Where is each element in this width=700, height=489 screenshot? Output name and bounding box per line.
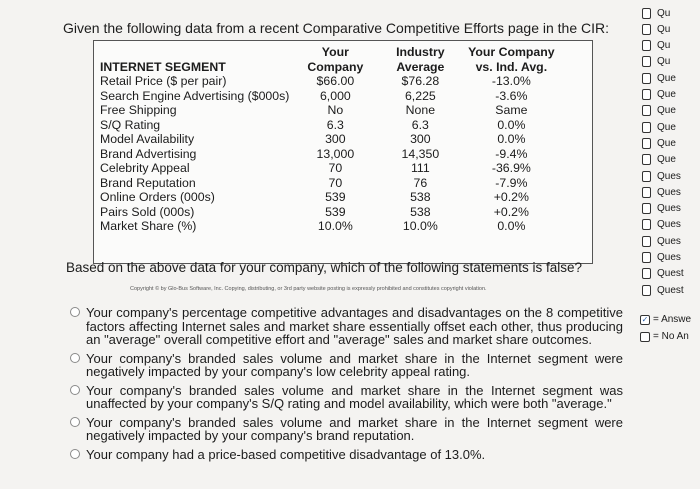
table-row bbox=[100, 205, 563, 220]
vs-ind-avg-value: +0.2% bbox=[493, 204, 529, 219]
unanswered-box-icon bbox=[642, 73, 651, 84]
question-nav-item[interactable] bbox=[642, 184, 681, 200]
question-prompt: Given the following data from a recent Comparative Competitive Efforts page in the CIR: bbox=[63, 20, 610, 36]
industry-average-value: 538 bbox=[410, 204, 431, 219]
question-nav-label: Ques bbox=[657, 235, 681, 247]
table-row bbox=[100, 132, 563, 147]
question-nav-item[interactable] bbox=[642, 266, 684, 282]
industry-average-value: 6,225 bbox=[404, 88, 436, 103]
checked-box-icon: ✓ bbox=[641, 314, 649, 324]
unanswered-box-icon bbox=[642, 89, 651, 100]
table-header-row bbox=[100, 45, 563, 74]
vs-ind-avg-value: -36.9% bbox=[491, 161, 531, 175]
unanswered-box-icon bbox=[642, 40, 651, 51]
legend-no-answer bbox=[640, 331, 689, 342]
question-nav-item[interactable] bbox=[642, 21, 670, 37]
answer-option-text: Your company's percentage competitive advantages and disadvantages on the 8 competitive factors affecting Internet sales and market share essentially offset each other, thus producing an "average" overall competitive effort and "average" sales and market share outcomes. bbox=[86, 305, 623, 347]
question-nav-item[interactable] bbox=[642, 70, 676, 86]
your-company-value: No bbox=[327, 103, 344, 117]
answer-option-2[interactable] bbox=[68, 352, 623, 379]
question-nav-label: Qu bbox=[657, 56, 671, 68]
answer-options bbox=[68, 306, 623, 466]
question-nav-label: Qu bbox=[657, 23, 671, 35]
row-label: Brand Reputation bbox=[100, 175, 196, 190]
question-nav-item[interactable] bbox=[642, 103, 676, 119]
question-nav-label: Qu bbox=[657, 40, 671, 52]
answer-option-3[interactable] bbox=[68, 384, 623, 411]
question-nav-item[interactable] bbox=[642, 38, 670, 54]
legend-label: = No An bbox=[653, 331, 689, 342]
table-row bbox=[100, 147, 563, 162]
question-nav-label: Ques bbox=[657, 252, 681, 263]
table-row bbox=[100, 219, 563, 234]
industry-average-value: 111 bbox=[411, 161, 430, 175]
row-label: Free Shipping bbox=[100, 103, 177, 117]
unanswered-box-icon bbox=[642, 171, 651, 182]
unanswered-box-icon bbox=[642, 154, 651, 165]
answer-option-4[interactable] bbox=[68, 416, 623, 443]
question-nav-item[interactable] bbox=[642, 250, 681, 266]
row-label: Market Share (%) bbox=[100, 219, 197, 233]
question-nav-label: Quest bbox=[657, 284, 684, 296]
your-company-value: 6.3 bbox=[326, 117, 344, 132]
question-nav-item[interactable] bbox=[642, 168, 681, 184]
question-nav-item[interactable] bbox=[642, 217, 681, 233]
answer-option-5[interactable] bbox=[68, 448, 623, 462]
question-nav-item[interactable] bbox=[642, 282, 684, 298]
empty-box-icon bbox=[640, 332, 650, 342]
your-company-value: 70 bbox=[328, 175, 343, 190]
vs-ind-avg-value: 0.0% bbox=[497, 132, 526, 146]
row-label: Search Engine Advertising ($000s) bbox=[100, 88, 290, 103]
industry-average-value: 10.0% bbox=[402, 219, 438, 233]
industry-average-value: 538 bbox=[410, 190, 431, 204]
copyright-notice: Copyright © by Glo-Bus Software, Inc. Copying, distributing, or 3rd party website posting is expressly prohibited and constitutes copyright violation. bbox=[130, 286, 487, 292]
unanswered-box-icon bbox=[642, 187, 651, 198]
your-company-value: 13,000 bbox=[316, 146, 355, 161]
question-nav-item[interactable] bbox=[642, 135, 676, 151]
table-row bbox=[100, 89, 563, 104]
unanswered-box-icon bbox=[642, 203, 651, 214]
unanswered-box-icon bbox=[642, 219, 651, 230]
question-navigator bbox=[630, 0, 700, 489]
your-company-value: 6,000 bbox=[319, 88, 351, 103]
answer-option-text: Your company had a price-based competitive disadvantage of 13.0%. bbox=[86, 446, 486, 462]
question-nav-label: Ques bbox=[657, 219, 681, 231]
row-label: Brand Advertising bbox=[100, 146, 197, 161]
unanswered-box-icon bbox=[642, 122, 651, 133]
industry-average-value: 300 bbox=[410, 132, 431, 146]
industry-average-value: 6.3 bbox=[411, 117, 429, 132]
question-nav-item[interactable] bbox=[642, 54, 670, 70]
unanswered-box-icon bbox=[642, 236, 651, 247]
your-company-value: 539 bbox=[325, 204, 346, 219]
table-row bbox=[100, 190, 563, 205]
vs-ind-avg-value: 0.0% bbox=[497, 117, 526, 132]
legend-label: = Answe bbox=[653, 314, 692, 325]
radio-button[interactable] bbox=[70, 417, 80, 427]
row-label: Celebrity Appeal bbox=[100, 161, 190, 175]
industry-average-value: 14,350 bbox=[401, 146, 440, 161]
vs-ind-avg-value: +0.2% bbox=[493, 190, 529, 204]
question-nav-label: Que bbox=[657, 137, 676, 149]
vs-ind-avg-value: -13.0% bbox=[491, 74, 531, 88]
unanswered-box-icon bbox=[642, 56, 651, 67]
question-nav-label: Quest bbox=[657, 268, 684, 280]
vs-ind-avg-value: -3.6% bbox=[495, 88, 528, 103]
question-nav-label: Que bbox=[657, 154, 676, 166]
question-nav-item[interactable] bbox=[642, 152, 676, 168]
industry-average-value: None bbox=[405, 103, 436, 117]
cir-data-table bbox=[100, 45, 563, 234]
table-row bbox=[100, 176, 563, 191]
row-label: S/Q Rating bbox=[100, 117, 161, 132]
header-your-company: Your Company bbox=[307, 45, 364, 74]
radio-button[interactable] bbox=[70, 307, 80, 317]
answer-option-text: Your company's branded sales volume and market share in the Internet segment were negatively impacted by your company's brand reputation. bbox=[86, 414, 623, 443]
question-nav-label: Ques bbox=[657, 203, 681, 215]
cir-data-table-box bbox=[93, 40, 593, 264]
sub-prompt: Based on the above data for your company, which of the following statements is false? bbox=[66, 260, 583, 275]
unanswered-box-icon bbox=[642, 138, 651, 149]
table-row bbox=[100, 74, 563, 89]
vs-ind-avg-value: -9.4% bbox=[495, 146, 528, 161]
answer-option-text: Your company's branded sales volume and market share in the Internet segment were negatively impacted by your company's low celebrity appeal rating. bbox=[86, 350, 623, 379]
unanswered-box-icon bbox=[642, 268, 651, 279]
question-nav-label: Que bbox=[657, 121, 676, 133]
unanswered-box-icon bbox=[642, 105, 651, 116]
industry-average-value: $76.28 bbox=[401, 74, 440, 88]
table-row bbox=[100, 103, 563, 118]
radio-button[interactable] bbox=[70, 449, 80, 459]
vs-ind-avg-value: 0.0% bbox=[497, 219, 526, 233]
row-label: Online Orders (000s) bbox=[100, 190, 215, 204]
question-nav-label: Que bbox=[657, 105, 676, 117]
industry-average-value: 76 bbox=[413, 175, 428, 190]
table-row bbox=[100, 161, 563, 176]
question-nav-label: Ques bbox=[657, 170, 681, 182]
vs-ind-avg-value: Same bbox=[495, 103, 528, 117]
answer-option-text: Your company's branded sales volume and market share in the Internet segment was unaffected by your company's S/Q rating and model availability, which were both "average." bbox=[86, 382, 623, 411]
legend-answered bbox=[640, 314, 691, 325]
your-company-value: 70 bbox=[328, 161, 343, 175]
question-nav-label: Que bbox=[657, 89, 676, 100]
question-nav-label: Que bbox=[657, 72, 676, 84]
radio-button[interactable] bbox=[70, 385, 80, 395]
question-nav-label: Ques bbox=[657, 186, 681, 198]
row-label: Model Availability bbox=[100, 132, 195, 146]
question-nav-item[interactable] bbox=[642, 87, 676, 103]
radio-button[interactable] bbox=[70, 353, 80, 363]
header-industry-average: Industry Average bbox=[396, 45, 445, 74]
unanswered-box-icon bbox=[642, 8, 651, 19]
question-nav-item[interactable] bbox=[642, 233, 681, 249]
question-nav-item[interactable] bbox=[642, 5, 670, 21]
question-nav-item[interactable] bbox=[642, 119, 676, 135]
row-label: Pairs Sold (000s) bbox=[100, 204, 195, 219]
row-label: Retail Price ($ per pair) bbox=[100, 74, 227, 88]
question-nav-item[interactable] bbox=[642, 201, 681, 217]
table-row bbox=[100, 118, 563, 133]
unanswered-box-icon bbox=[642, 252, 651, 263]
unanswered-box-icon bbox=[642, 24, 651, 35]
answer-option-1[interactable] bbox=[68, 306, 623, 347]
your-company-value: $66.00 bbox=[316, 74, 355, 88]
vs-ind-avg-value: -7.9% bbox=[495, 175, 528, 190]
your-company-value: 10.0% bbox=[317, 219, 353, 233]
header-vs-ind-avg: Your Company vs. Ind. Avg. bbox=[468, 45, 555, 74]
your-company-value: 539 bbox=[325, 190, 346, 204]
unanswered-box-icon bbox=[642, 285, 651, 296]
your-company-value: 300 bbox=[325, 132, 346, 146]
header-segment: INTERNET SEGMENT bbox=[100, 59, 226, 74]
question-nav-label: Qu bbox=[657, 7, 671, 19]
